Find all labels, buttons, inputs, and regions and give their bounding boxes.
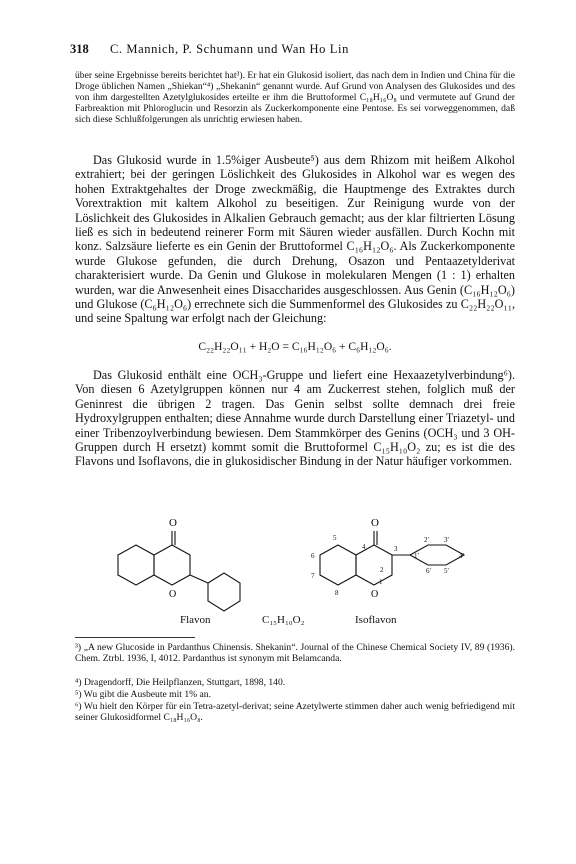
footnote-3: ³) „A new Glucoside in Pardanthus Chinensis. Shekanin“. Journal of the Chinese Chemical Society IV, 89 (1936). Chem. Ztrbl. 1936, I, 4012. Pardanthus ist synonym mit Belamcanda. [75, 642, 515, 665]
reaction-equation: C₂₂H₂₂O₁₁ + H₂O = C₁₆H₁₂O₆ + C₆H₁₂O₆. [198, 341, 392, 353]
iso-num-4p: 4′ [459, 552, 465, 560]
footnote-4: ⁴) Dragendorff, Die Heilpflanzen, Stuttgart, 1898, 140. [75, 677, 286, 688]
iso-num-5: 5 [333, 534, 337, 542]
flavon-ring-o: O [169, 589, 177, 600]
iso-num-3: 3 [394, 545, 398, 553]
footnote-5: ⁵) Wu gibt die Ausbeute mit 1% an. [75, 689, 212, 700]
isoflavon-carbonyl-o: O [371, 517, 379, 529]
paragraph-1: über seine Ergebnisse bereits berichtet hat³). Er hat ein Glukosid isoliert, das nach dem in Indien und China für die Droge üblichen Namen „Shiekan“⁴) „Shekanin“ genannt wurde. Auf Grund von Analysen des Glukosides und des von ihm dargestellten Azetylglukosides erteilte er ihm die Bruttoformel C₁₈H₁₆O₈ und vermutete auf Grund der Farbreaktion mit Phloroglucin und Resorzin als Zuckerkomponente eine Pentose. Es sei vorweggenommen, daß sich diese Schlußfolgerungen als unrichtig erwiesen haben. [75, 70, 515, 126]
iso-num-2: 2 [380, 566, 384, 574]
structure-figure [100, 515, 520, 625]
figure-label-isoflavon: Isoflavon [355, 614, 397, 626]
paragraph-2: Das Glukosid wurde in 1.5%iger Ausbeute⁵) aus dem Rhizom mit heißem Alkohol extrahiert; bei der geringen Löslichkeit des Glukosides in Alkohol war es wegen des hohen Extraktgehaltes der Droge zweckmäßig, die Hauptmenge des Extraktes durch Vorextraktion mit kaltem Alkohol zu beseitigen. Zur Reinigung wurde von der Löslichkeit des Glukosides in Alkalien Gebrauch gemacht; aus der klar filtrierten Lösung ließ es sich in bedeutend reinerer Form mit Säuren wieder ausfällen. Durch Kochn mit konz. Salzsäure lieferte es ein Genin der Bruttoformel C₁₆H₁₂O₆. Als Zuckerkomponente wurde Glukose gefunden, die durch Drehung, Osazon und Pentaazetylderivat charakterisiert wurde. Da Genin und Glukose in molekularen Mengen (1 : 1) erhalten wurden, war die Anwesenheit eines Disaccharides ausgeschlossen. Aus Genin (C₁₆H₁₂O₆) und Glukose (C₆H₁₂O₆) errechnete sich die Summenformel des Glukosides zu C₂₂H₂₂O₁₁, und seine Spaltung war erfolgt nach der Gleichung: [75, 153, 515, 326]
iso-num-5p: 5′ [444, 567, 450, 575]
flavon-carbonyl-o: O [169, 517, 177, 529]
paragraph-3: Das Glukosid enthält eine OCH₃-Gruppe und liefert eine Hexaazetylverbindung⁶). Von diesen 6 Azetylgruppen können nur 4 am Zuckerrest stehen, folglich muß der Geninrest die übrigen 2 tragen. Das Genin selbst sollte demnach drei freie Hydroxylgruppen enthalten; diese Annahme wurde durch Darstellung einer Triazetyl- und einer Tribenzoylverbindung bewiesen. Dem Stammkörper des Genins (OCH₃ und 3 OH-Gruppen durch H ersetzt) kommt somit die Bruttoformel C₁₅H₁₀O₂ zu; es ist die des Flavons und Isoflavons, die in glukosidischer Bindung in der Natur häufiger vorkommen. [75, 368, 515, 469]
page-number: 318 [70, 42, 89, 56]
isoflavon-benzo-ring [320, 545, 356, 585]
figure-label-formula: C₁₅H₁₀O₂ [262, 614, 305, 626]
iso-num-3p: 3′ [444, 536, 450, 544]
isoflavon-pyranone-ring [356, 545, 392, 585]
footnote-divider [75, 637, 195, 638]
iso-num-1p: 1′ [414, 552, 420, 560]
figure-label-flavon: Flavon [180, 614, 211, 626]
iso-num-6: 6 [311, 552, 315, 560]
flavon-pyranone-ring [154, 545, 190, 585]
iso-num-2p: 2′ [424, 536, 430, 544]
iso-num-8: 8 [335, 589, 339, 597]
footnote-6: ⁶) Wu hielt den Körper für ein Tetra-azetyl-derivat; seine Azetylwerte stimmen daher auch wenig befriedigend mit seiner Glukosidformel C₁₈H₁₆O₈. [75, 701, 515, 724]
isoflavon-ring-o: O [371, 589, 379, 600]
running-title: C. Mannich, P. Schumann und Wan Ho Lin [110, 42, 349, 56]
iso-num-6p: 6′ [426, 567, 432, 575]
iso-num-1: 1 [379, 578, 383, 586]
flavon-phenyl-ring [208, 573, 240, 611]
flavon-benzo-ring [118, 545, 154, 585]
iso-num-7: 7 [311, 572, 315, 580]
iso-num-4: 4 [362, 543, 366, 551]
